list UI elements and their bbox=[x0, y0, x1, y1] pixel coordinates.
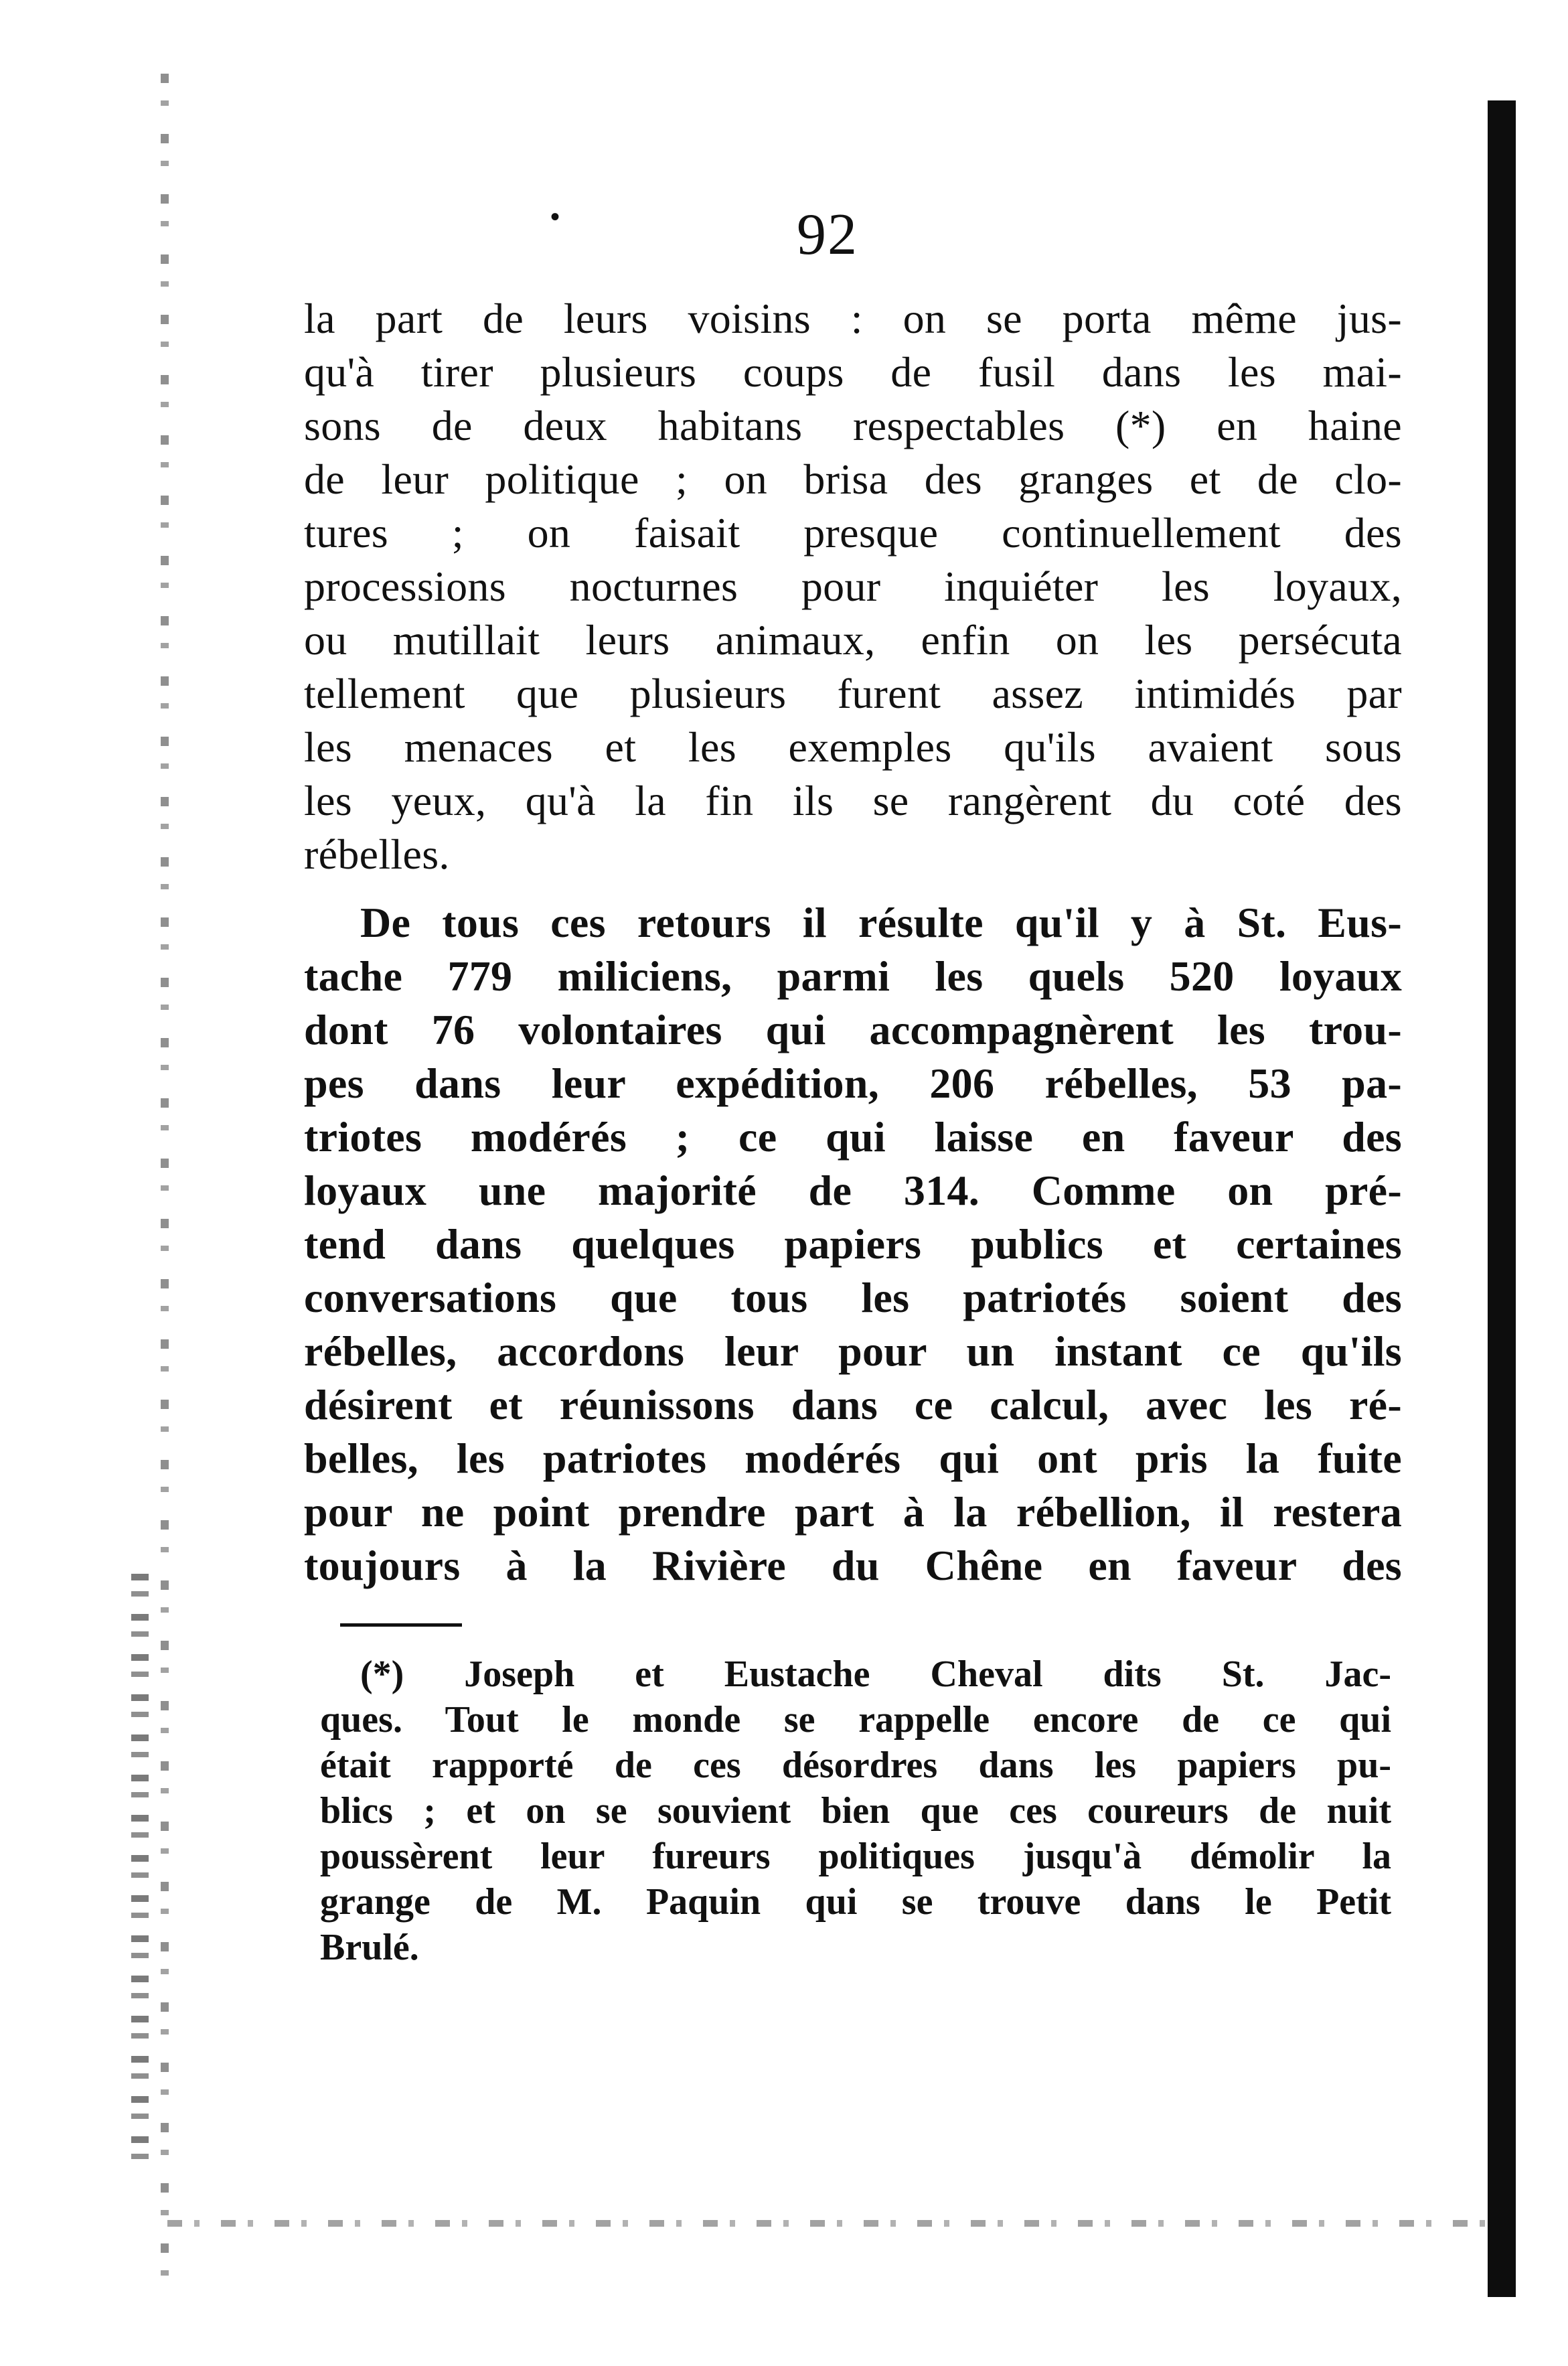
text-line: la part de leurs voisins : on se porta même jus- bbox=[304, 295, 1402, 342]
page-number: 92 bbox=[797, 202, 858, 267]
footnote-line: poussèrent leur fureurs politiques jusqu'à démolir la bbox=[320, 1836, 1391, 1877]
page-bottom-edge bbox=[167, 2220, 1493, 2227]
footnote-line: Brulé. bbox=[320, 1927, 419, 1968]
text-line: qu'à tirer plusieurs coups de fusil dans les mai- bbox=[304, 348, 1402, 396]
text-line: tures ; on faisait presque continuellement des bbox=[304, 509, 1402, 557]
text-line: toujours à la Rivière du Chêne en faveur des bbox=[304, 1542, 1402, 1589]
scan-right-border bbox=[1488, 100, 1516, 2297]
text-line: rébelles, accordons leur pour un instant ce qu'ils bbox=[304, 1327, 1402, 1375]
text-line: De tous ces retours il résulte qu'il y à St. Eus- bbox=[360, 899, 1402, 946]
text-line: tache 779 miliciens, parmi les quels 520 loyaux bbox=[304, 952, 1402, 1000]
text-line: rébelles. bbox=[304, 830, 450, 878]
paragraph-1 bbox=[304, 292, 1402, 881]
text-line: conversations que tous les patriotés soient des bbox=[304, 1274, 1402, 1321]
text-line: tend dans quelques papiers publics et certaines bbox=[304, 1220, 1402, 1268]
page-binding-edge bbox=[161, 74, 169, 2304]
text-line: de leur politique ; on brisa des granges et de clo- bbox=[304, 455, 1402, 503]
text-line: processions nocturnes pour inquiéter les loyaux, bbox=[304, 563, 1402, 610]
text-line: triotes modérés ; ce qui laisse en faveur des bbox=[304, 1113, 1402, 1161]
footnote-line: grange de M. Paquin qui se trouve dans le Petit bbox=[320, 1881, 1391, 1923]
text-line: les yeux, qu'à la fin ils se rangèrent du coté des bbox=[304, 777, 1402, 824]
footnote-line: ques. Tout le monde se rappelle encore de ce qui bbox=[320, 1699, 1391, 1741]
text-line: les menaces et les exemples qu'ils avaient sous bbox=[304, 723, 1402, 771]
text-line: sons de deux habitans respectables (*) en haine bbox=[304, 402, 1402, 449]
footnote bbox=[320, 1651, 1391, 1970]
paragraph-2 bbox=[304, 896, 1402, 1593]
page-mark: • bbox=[550, 202, 560, 232]
footnote-divider bbox=[340, 1623, 462, 1627]
text-line: loyaux une majorité de 314. Comme on pré- bbox=[304, 1167, 1402, 1214]
text-line: belles, les patriotes modérés qui ont pris la fuite bbox=[304, 1434, 1402, 1482]
page-binding-marks bbox=[131, 1574, 149, 2176]
text-line: pes dans leur expédition, 206 rébelles, 53 pa- bbox=[304, 1059, 1402, 1107]
text-line: tellement que plusieurs furent assez intimidés par bbox=[304, 670, 1402, 717]
text-line: désirent et réunissons dans ce calcul, avec les ré- bbox=[304, 1381, 1402, 1428]
footnote-line: blics ; et on se souvient bien que ces coureurs de nuit bbox=[320, 1790, 1391, 1832]
text-line: pour ne point prendre part à la rébellion, il restera bbox=[304, 1488, 1402, 1536]
footnote-line: était rapporté de ces désordres dans les papiers pu- bbox=[320, 1745, 1391, 1786]
text-line: dont 76 volontaires qui accompagnèrent les trou- bbox=[304, 1006, 1402, 1053]
footnote-line: (*) Joseph et Eustache Cheval dits St. Jac- bbox=[360, 1653, 1391, 1695]
text-line: ou mutillait leurs animaux, enfin on les persécuta bbox=[304, 616, 1402, 664]
main-text bbox=[304, 292, 1402, 1593]
